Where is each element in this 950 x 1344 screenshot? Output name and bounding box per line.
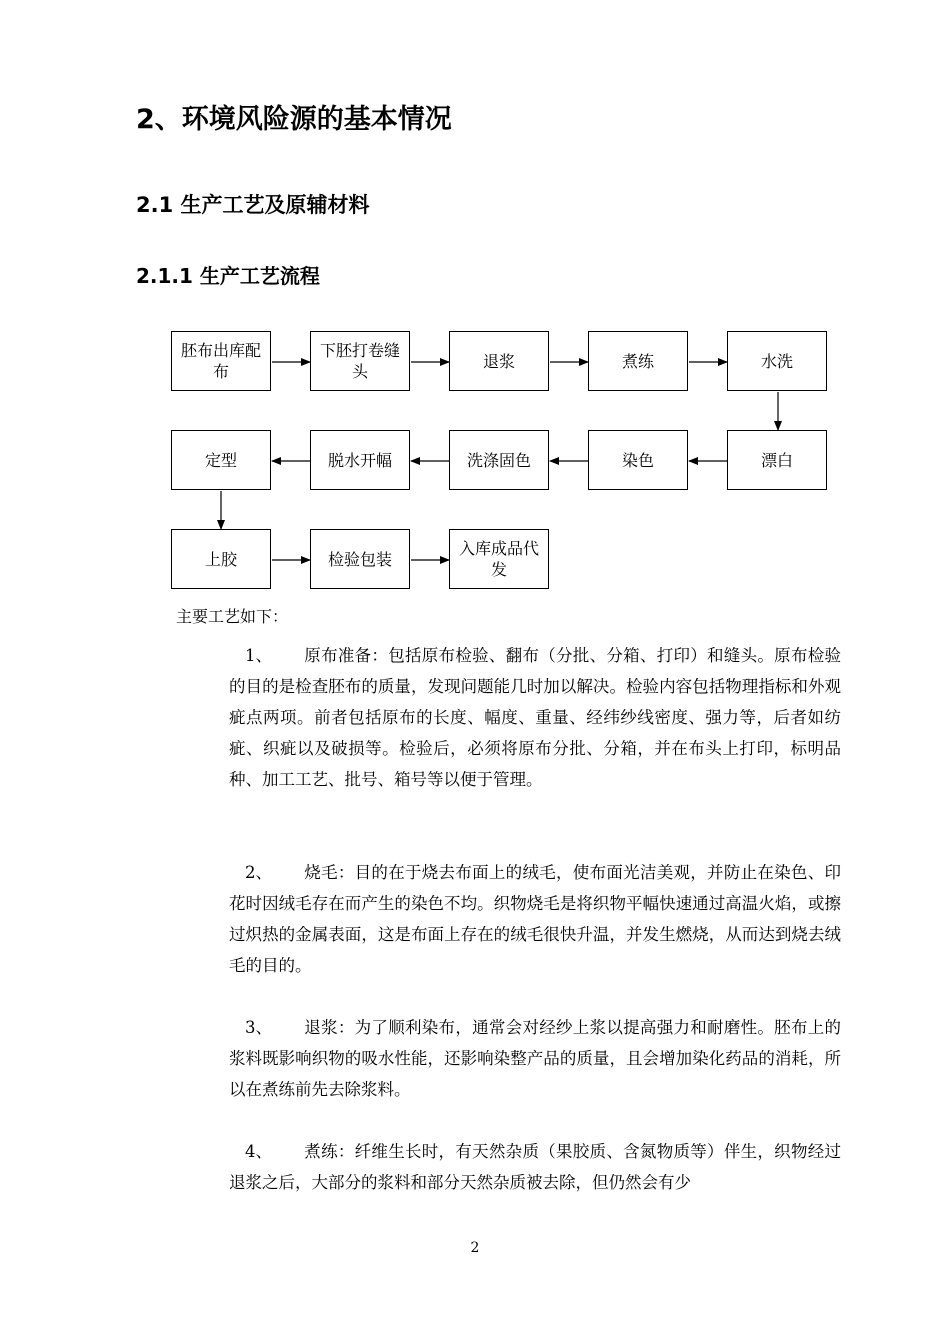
flow-step-label: 定型 (204, 450, 237, 470)
flow-step-label: 脱水开幅 (327, 450, 392, 470)
flow-step-box (727, 430, 827, 490)
paragraph-number: 2、 (245, 863, 272, 882)
intro-text: 主要工艺如下： (176, 607, 289, 626)
flow-step-box (171, 529, 271, 589)
flow-step-box (310, 529, 410, 589)
flow-step-label: 上胶 (204, 549, 237, 569)
flow-step-label: 胚布出库配布 (180, 341, 261, 381)
flow-step-label: 下胚打卷缝头 (319, 341, 400, 381)
flow-step-box (171, 331, 271, 391)
page-number: 2 (470, 1240, 480, 1256)
flow-step-box (588, 331, 688, 391)
flowchart-connectors (0, 0, 950, 600)
flow-step-box (449, 430, 549, 490)
flow-step-label: 水洗 (760, 351, 793, 371)
flow-step-label: 退浆 (482, 351, 515, 371)
flow-step-box (449, 331, 549, 391)
paragraph-text: 烧毛：目的在于烧去布面上的绒毛，使布面光洁美观，并防止在染色、印花时因绒毛存在而产生的染色不均。织物烧毛是将织物平幅快速通过高温火焰，或擦过炽热的金属表面，这是布面上存在的绒毛很快升温，并发生燃烧，从而达到烧去绒毛的目的。 (229, 863, 841, 975)
process-paragraph (229, 640, 841, 795)
paragraph-number: 3、 (245, 1018, 272, 1037)
flow-step-box (171, 430, 271, 490)
paragraph-text: 退浆：为了顺利染布，通常会对经纱上浆以提高强力和耐磨性。胚布上的浆料既影响织物的吸水性能，还影响染整产品的质量，且会增加染化药品的消耗，所以在煮练前先去除浆料。 (229, 1018, 841, 1099)
flow-step-label: 检验包装 (327, 549, 392, 569)
process-paragraph (229, 857, 841, 981)
flow-step-label: 染色 (621, 450, 654, 470)
flow-step-box (449, 529, 549, 589)
flow-step-label: 煮练 (621, 351, 654, 371)
flow-step-label: 入库成品代发 (458, 539, 539, 579)
paragraph-number: 1、 (245, 646, 272, 665)
paragraph-text: 原布准备：包括原布检验、翻布（分批、分箱、打印）和缝头。原布检验的目的是检查胚布的质量，发现问题能几时加以解决。检验内容包括物理指标和外观疵点两项。前者包括原布的长度、幅度、重量、经纬纱线密度、强力等，后者如纺疵、织疵以及破损等。检验后，必须将原布分批、分箱，并在布头上打印，标明品种、加工工艺、批号、箱号等以便于管理。 (229, 646, 841, 789)
paragraph-text: 煮练：纤维生长时，有天然杂质（果胶质、含氮物质等）伴生，织物经过退浆之后，大部分的浆料和部分天然杂质被去除，但仍然会有少 (229, 1142, 841, 1192)
flow-step-box (727, 331, 827, 391)
flow-step-box (588, 430, 688, 490)
flow-step-label: 漂白 (760, 450, 793, 470)
section-heading: 2、环境风险源的基本情况 (136, 104, 452, 135)
process-paragraph (229, 1012, 841, 1105)
subsubsection-heading: 2.1.1 生产工艺流程 (136, 264, 320, 288)
flow-step-box (310, 331, 410, 391)
process-paragraph (229, 1136, 841, 1198)
paragraph-number: 4、 (245, 1142, 272, 1161)
flow-step-box (310, 430, 410, 490)
flow-step-label: 洗涤固色 (466, 450, 531, 470)
subsection-heading: 2.1 生产工艺及原辅材料 (136, 193, 370, 217)
